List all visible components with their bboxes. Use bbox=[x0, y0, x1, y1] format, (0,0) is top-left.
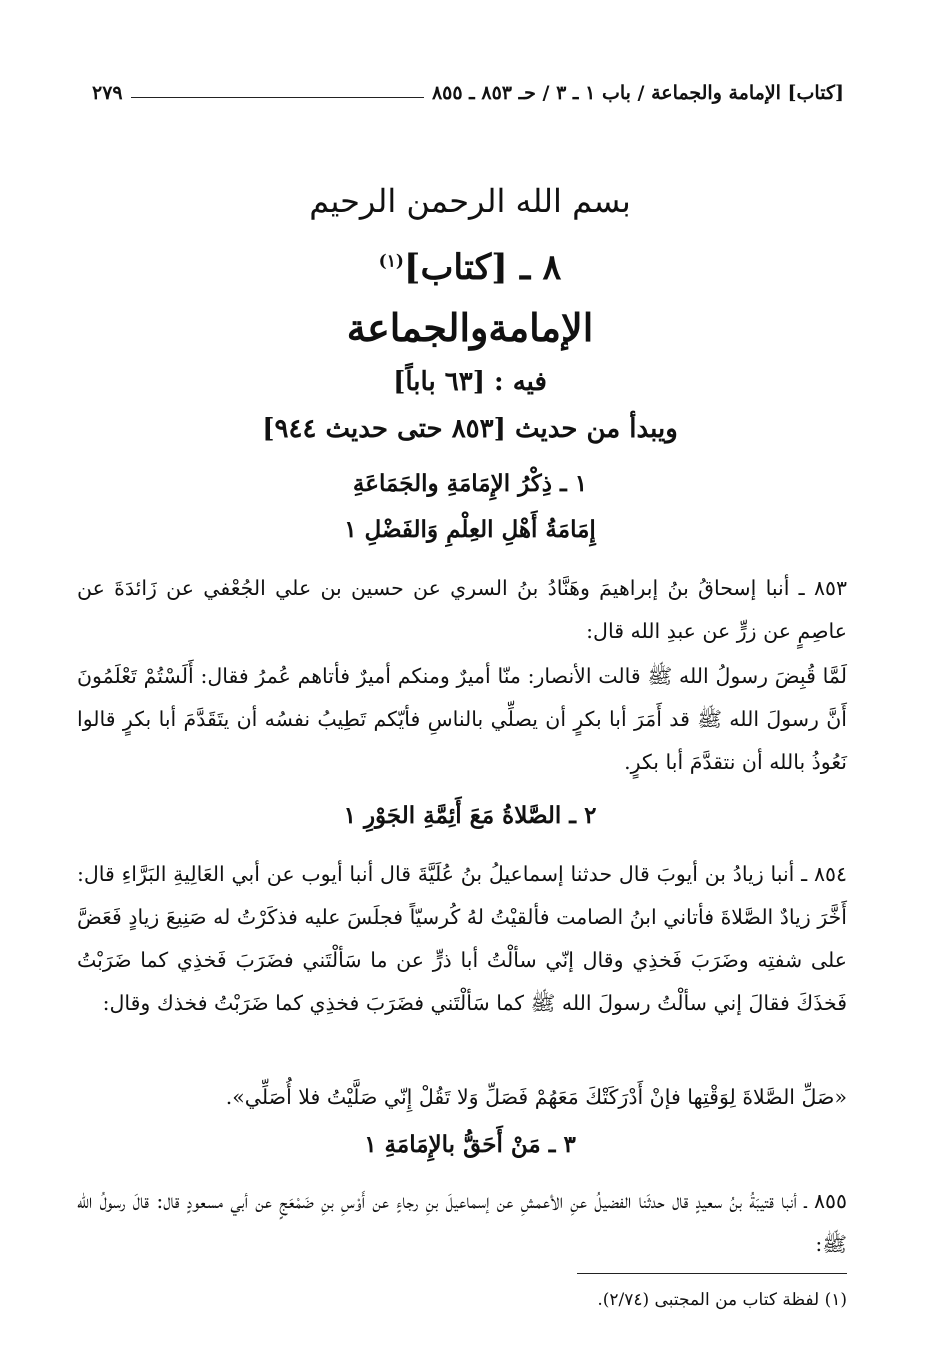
hadith-853-matn: لَمَّا قُبِضَ رسولُ الله ﷺ قالت الأنصار: منّا أميرٌ ومنكم أميرٌ فأتاهم عُمرُ فقال: أَلَسْتُمْ تَعْلَمُونَ أَنَّ رسولَ الله ﷺ قد أَمَرَ أبا بكرٍ أن يصلِّي بالناسِ فأيّكم تَطِيبُ نفسُه أن يتَقَدَّمَ أبا بكرٍ قالوا نَعُوذُ بالله أن نتقدَّمَ أبا بكرٍ. bbox=[77, 664, 847, 774]
header-rule bbox=[131, 97, 424, 98]
chapter-3-title: ٣ ـ مَنْ أَحَقُّ بالإِمَامَةِ ١ bbox=[364, 1131, 576, 1158]
running-header bbox=[92, 78, 844, 108]
book-number bbox=[90, 247, 850, 288]
footnote-marker: (١) bbox=[378, 251, 404, 272]
chapter-1-subtitle: إِمَامَةُ أَهْلِ العِلْمِ وَالفَضْلِ ١ bbox=[344, 516, 596, 543]
chapters-count: فيه : [٦٣ باباً] bbox=[393, 367, 547, 397]
book-number-label: ٨ ـ [كتاب] bbox=[403, 247, 562, 288]
basmala: بسم الله الرحمن الرحيم bbox=[309, 182, 631, 220]
page-number: ٢٧٩ bbox=[92, 82, 123, 104]
hadith-854-text: ٨٥٤ ـ أنبا زيادُ بن أيوبَ قال حدثنا إسماعيلُ بنُ عُلَيَّةَ قال أنبا أيوب عن أبي العَالِيةِ البَرَّاءِ قال: أَخَّرَ زيادٌ الصَّلاةَ فأتاني ابنُ الصامت فألقيْتُ لهُ كُرسيّاً فجلَسَ عليه فذكَرْتُ له صَنِيعَ زيادٍ فَعَضَّ على شفتِه وضَرَبَ فَخذِي وقال إنّي سألْتُ أبا ذرٍّ عن ما سَألْتَني فضَرَبَ فَخذِي كما ضَرَبْتُ فَخذَكَ فقالَ إني سألْتُ رسولَ الله ﷺ كما سَألْتَني فضَرَبَ فخذِي كما ضَرَبْتُ فخذك وقال: bbox=[77, 862, 847, 1015]
hadith-855-text: ٨٥٥ ـ أنبا قتيبَةُ بنُ سعيدٍ قال حدثَنا الفضيلُ عنِ الأعمشِ عن إسماعيلَ بنِ رجاءٍ عن أَوْسِ بنِ ضَمْعَجٍ عن أبي مسعودٍ قال: قالَ رسولُ الله ﷺ: bbox=[77, 1189, 847, 1256]
chapter-1-title: ١ ـ ذِكْرُ الإِمَامَةِ والجَمَاعَةِ bbox=[352, 470, 588, 497]
hadith-853-isnad: ٨٥٣ ـ أنبا إسحاقُ بنُ إبراهيمَ وهَنَّادُ بنُ السري عن حسين بن علي الجُعْفي عن زَائدَةَ عن عاصِمٍ عن زرٍّ عن عبدِ الله قال: bbox=[77, 576, 847, 643]
footnote-rule bbox=[577, 1273, 847, 1274]
book-title: الإمامةوالجماعة bbox=[346, 305, 594, 350]
hadith-range: ويبدأ من حديث [٨٥٣ حتى حديث ٩٤٤] bbox=[262, 414, 678, 444]
hadith-854-quote: «صَلِّ الصَّلاةَ لِوَقْتِها فإنْ أَدْرَكَتْكَ مَعَهُمْ فَصَلِّ وَلا تَقُلْ إِنّي صَلَّيْتُ فلا أُصَلِّي». bbox=[225, 1085, 847, 1109]
header-title: [كتاب] الإمامة والجماعة / باب ١ ـ ٣ / حـ ٨٥٣ ـ ٨٥٥ bbox=[431, 82, 844, 104]
footnote: (١) لفظة كتاب من المجتبى (٢/٧٤). bbox=[597, 1290, 847, 1310]
chapter-2-title: ٢ ـ الصَّلاةُ مَعَ أَئِمَّةِ الجَوْرِ ١ bbox=[343, 802, 597, 829]
